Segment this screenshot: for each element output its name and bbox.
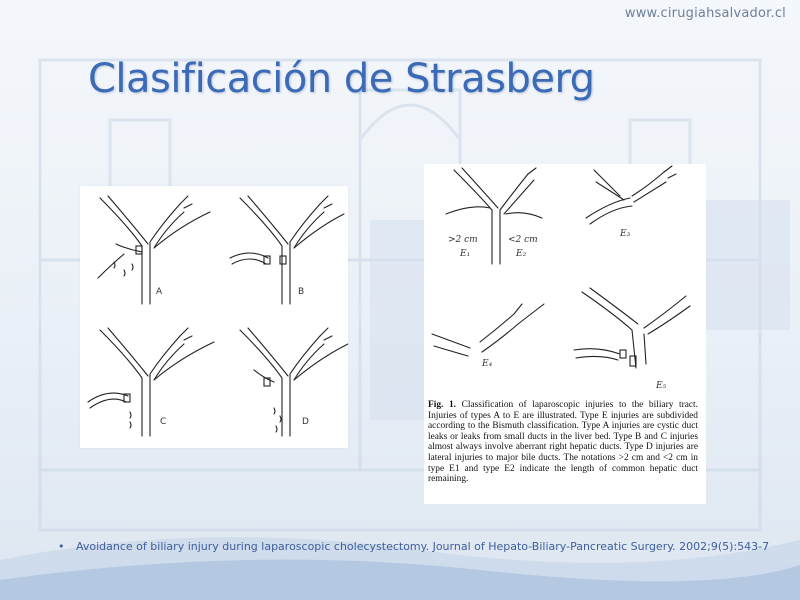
diagram-a-d [80,186,348,448]
figure-strasberg-a-d [80,186,348,448]
diagram-c [88,328,214,436]
figure-caption [428,400,698,485]
bottom-wave [0,510,800,600]
caption-fig-number: Fig. 1. [428,400,457,410]
label-e4: E₄ [482,359,493,369]
diagram-e5 [574,288,690,368]
caption-text: Classification of laparoscopic injuries to the biliary tract. Injuries of types A to E are illustrated. Type E injuries are subdivided according to the Bismuth classification. Type A injuries are cystic duct leaks or leaks from small ducts in the liver bed. Type B and C injuries almost always involve aberrant right hepatic ducts. Type D injuries are lateral injuries to major bile ducts. The notations >2 cm and <2 cm in type E1 and type E2 indicate the length of common hepatic duct remaining. [428,400,699,485]
label-lt2cm: <2 cm [508,235,538,245]
label-gt2cm: >2 cm [448,235,478,245]
label-d: D [302,417,309,427]
slide-title: Clasificación de Strasberg [88,56,595,102]
site-url[interactable]: www.cirugiahsalvador.cl [624,6,786,21]
diagram-a [98,196,210,304]
diagram-e4 [432,304,544,356]
diagram-e [424,164,706,394]
reference-item [58,540,788,553]
diagram-d [240,328,348,436]
diagram-e3 [586,166,676,224]
label-e5: E₅ [656,381,667,391]
figure-strasberg-e [424,164,706,504]
label-c: C [160,417,167,427]
reference-text: Avoidance of biliary injury during laparoscopic cholecystectomy. Journal of Hepato-Biliary-Pancreatic Surgery. 2002;9(5):543-7 [76,540,770,553]
diagram-b [230,196,344,304]
label-a: A [156,287,163,297]
bullet-icon: • [58,540,65,553]
label-e1: E₁ [460,249,471,259]
label-e2: E₂ [516,249,527,259]
label-b: B [298,287,305,297]
label-e3: E₃ [620,229,631,239]
